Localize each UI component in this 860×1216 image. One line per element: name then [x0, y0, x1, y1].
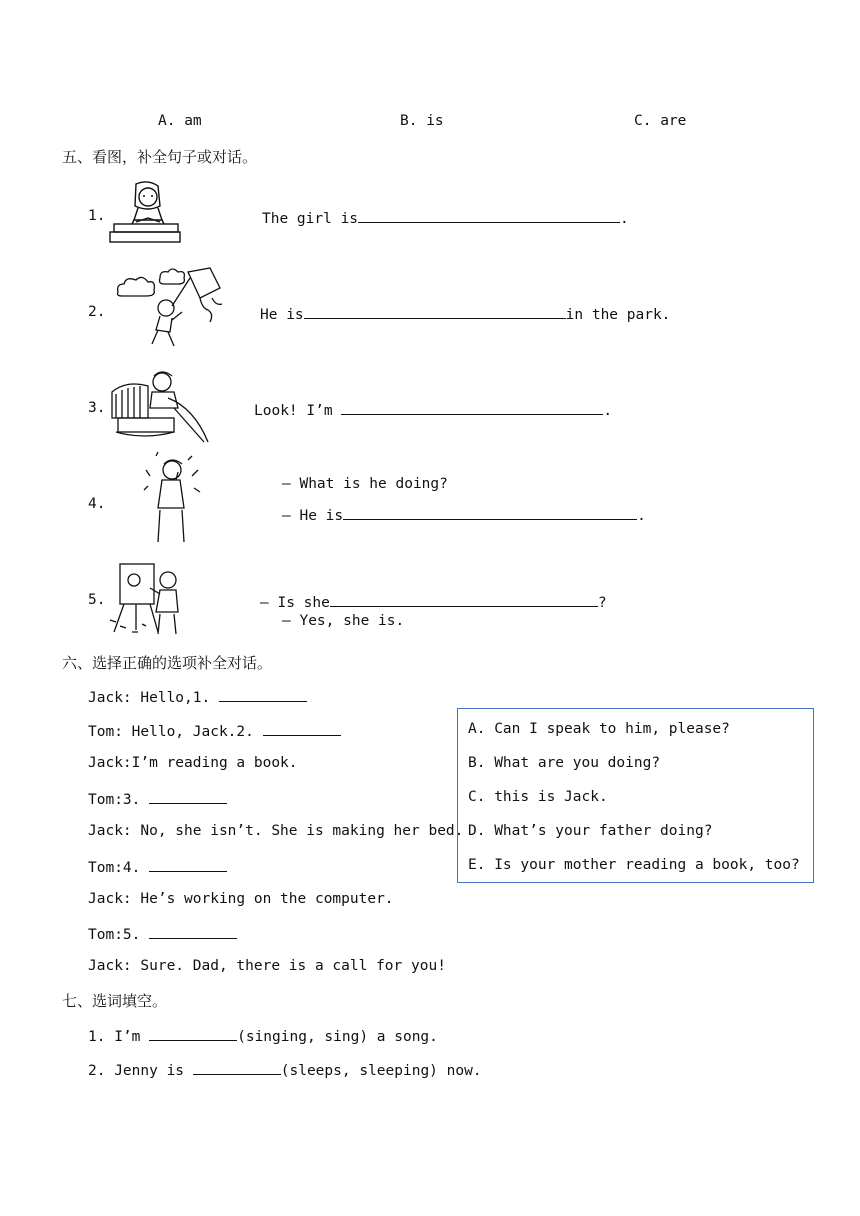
dialog-blank-2[interactable]	[263, 721, 341, 736]
option-b: B. is	[400, 113, 444, 129]
item4-number: 4.	[88, 496, 106, 512]
option-c: C. are	[634, 113, 687, 129]
dialog-blank-1[interactable]	[219, 687, 307, 702]
dialog-blank-3[interactable]	[149, 789, 227, 804]
option-item: D. What’s your father doing?	[468, 823, 713, 839]
dialog-line: Tom:4.	[88, 857, 227, 876]
woman-making-bed-icon	[108, 368, 212, 446]
item4-question: — What is he doing?	[282, 476, 448, 492]
dialog-line: Jack: No, she isn’t. She is making her bed.	[88, 823, 464, 839]
option-item: B. What are you doing?	[468, 755, 661, 771]
fill-item-1: 1. I’m (singing, sing) a song.	[88, 1026, 438, 1045]
answer-blank-1[interactable]	[358, 208, 620, 223]
dialog-line: Jack: Sure. Dad, there is a call for you!	[88, 958, 446, 974]
item3-sentence: Look! I’m .	[254, 400, 612, 419]
answer-blank-4[interactable]	[343, 505, 637, 520]
dialog-line: Tom:5.	[88, 924, 237, 943]
dialog-blank-4[interactable]	[149, 857, 227, 872]
dialog-line: Jack: Hello,1.	[88, 687, 307, 706]
fill-blank-2[interactable]	[193, 1060, 281, 1075]
item5-answer: — Yes, she is.	[282, 613, 405, 629]
answer-blank-3[interactable]	[341, 400, 603, 415]
item1-number: 1.	[88, 208, 106, 224]
item2-sentence: He is in the park.	[260, 304, 670, 323]
girl-painting-icon	[106, 560, 186, 638]
item4-answer: — He is .	[282, 505, 646, 524]
boy-flying-kite-icon	[112, 264, 228, 350]
item1-sentence: The girl is .	[262, 208, 629, 227]
option-item: A. Can I speak to him, please?	[468, 721, 730, 737]
answer-blank-5[interactable]	[330, 592, 598, 607]
option-item: E. Is your mother reading a book, too?	[468, 857, 800, 873]
section5-heading: 五、看图，补全句子或对话。	[62, 148, 258, 166]
fill-blank-1[interactable]	[149, 1026, 237, 1041]
section6-heading: 六、选择正确的选项补全对话。	[62, 654, 273, 672]
item3-number: 3.	[88, 400, 106, 416]
item5-number: 5.	[88, 592, 106, 608]
boy-singing-icon	[136, 450, 206, 546]
dialog-line: Tom:3.	[88, 789, 227, 808]
option-a: A. am	[158, 113, 202, 129]
dialog-line: Tom: Hello, Jack.2.	[88, 721, 341, 740]
section7-heading: 七、选词填空。	[62, 992, 168, 1010]
girl-reading-icon	[108, 180, 184, 246]
item5-question: — Is she ?	[260, 592, 607, 611]
item2-number: 2.	[88, 304, 106, 320]
option-item: C. this is Jack.	[468, 789, 608, 805]
dialog-line: Jack:I’m reading a book.	[88, 755, 298, 771]
dialog-line: Jack: He’s working on the computer.	[88, 891, 394, 907]
dialog-blank-5[interactable]	[149, 924, 237, 939]
answer-blank-2[interactable]	[304, 304, 566, 319]
fill-item-2: 2. Jenny is (sleeps, sleeping) now.	[88, 1060, 482, 1079]
